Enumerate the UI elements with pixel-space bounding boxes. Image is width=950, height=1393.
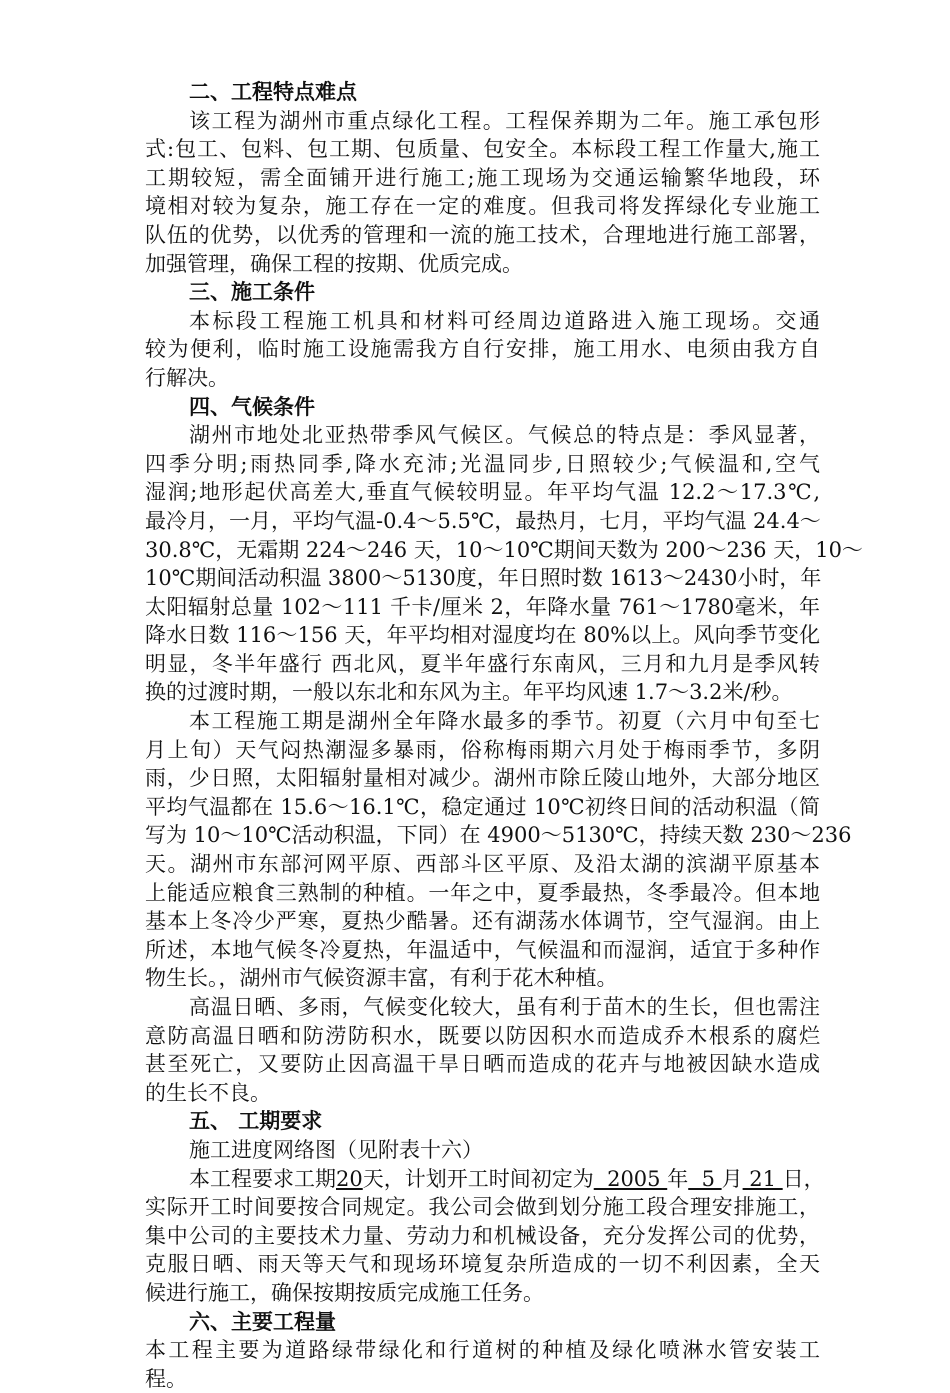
paragraph-line: 物生长。，湖州市气候资源丰富，有利于花木种植。 bbox=[145, 966, 618, 991]
paragraph-line: 湿润;地形起伏高差大,垂直气候较明显。年平均气温 12.2～17.3℃, bbox=[145, 480, 820, 505]
paragraph-line: 太阳辐射总量 102～111 千卡/厘米 2，年降水量 761～1780毫米，年 bbox=[145, 594, 820, 619]
paragraph-line: 所述，本地气候冬冷夏热，年温适中，气候温和而湿润，适宜于多种作 bbox=[145, 937, 820, 962]
paragraph-line: 30.8℃，无霜期 224～246 天，10～10℃期间天数为 200～236 天，10～ bbox=[145, 537, 863, 562]
section-heading: 四、气候条件 bbox=[189, 393, 315, 419]
paragraph-line: 本工程主要为道路绿带绿化和行道树的种植及绿化喷淋水管安装工 bbox=[145, 1338, 820, 1363]
start-month: 5 bbox=[688, 1166, 722, 1191]
paragraph-line: 工期较短，需全面铺开进行施工;施工现场为交通运输繁华地段，环 bbox=[145, 165, 820, 190]
paragraph-line: 平均气温都在 15.6～16.1℃，稳定通过 10℃初终日间的活动积温（简 bbox=[145, 794, 820, 819]
paragraph-line: 最冷月，一月，平均气温-0.4～5.5℃，最热月，七月，平均气温 24.4～ bbox=[145, 508, 821, 533]
paragraph-line: 队伍的优势，以优秀的管理和一流的施工技术，合理地进行施工部署， bbox=[145, 222, 820, 247]
paragraph-line: 较为便利，临时施工设施需我方自行安排，施工用水、电须由我方自 bbox=[145, 337, 820, 362]
document-page bbox=[145, 78, 863, 1393]
start-day: 21 bbox=[742, 1166, 783, 1191]
paragraph-line: 写为 10～10℃活动积温，下同）在 4900～5130℃，持续天数 230～236 bbox=[145, 823, 852, 848]
paragraph-line: 的生长不良。 bbox=[145, 1080, 271, 1105]
paragraph-line: 10℃期间活动积温 3800～5130度，年日照时数 1613～2430小时，年 bbox=[145, 566, 822, 591]
paragraph-line: 雨，少日照，太阳辐射量相对减少。湖州市除丘陵山地外，大部分地区 bbox=[145, 766, 820, 791]
schedule-text: 天，计划开工时间初定为 bbox=[362, 1166, 594, 1191]
schedule-reference: 施工进度网络图（见附表十六） bbox=[189, 1137, 483, 1162]
paragraph-line: 本工程施工期是湖州全年降水最多的季节。初夏（六月中旬至七 bbox=[189, 709, 820, 734]
paragraph-line: 程。 bbox=[145, 1366, 187, 1391]
paragraph-line: 明显，冬半年盛行 西北风，夏半年盛行东南风，三月和九月是季风转 bbox=[145, 651, 820, 676]
start-year: 2005 bbox=[593, 1166, 668, 1191]
duration-days: 20 bbox=[336, 1166, 363, 1191]
schedule-text: 本工程要求工期 bbox=[189, 1166, 336, 1191]
paragraph-line: 实际开工时间要按合同规定。我公司会做到划分施工段合理安排施工， bbox=[145, 1195, 820, 1220]
paragraph-line: 该工程为湖州市重点绿化工程。工程保养期为二年。施工承包形 bbox=[189, 108, 820, 133]
paragraph-line: 降水日数 116～156 天，年平均相对湿度均在 80%以上。风向季节变化 bbox=[145, 623, 820, 648]
paragraph-line: 基本上冬冷少严寒，夏热少酷暑。还有湖荡水体调节，空气湿润。由上 bbox=[145, 909, 820, 934]
paragraph-line: 意防高温日晒和防涝防积水，既要以防因积水而造成乔木根系的腐烂 bbox=[145, 1023, 820, 1048]
paragraph-line: 换的过渡时期，一般以东北和东风为主。年平均风速 1.7～3.2米/秒。 bbox=[145, 680, 793, 705]
paragraph-line: 克服日晒、雨天等天气和现场环境复杂所造成的一切不利因素，全天 bbox=[145, 1252, 820, 1277]
paragraph-line: 集中公司的主要技术力量、劳动力和机械设备，充分发挥公司的优势， bbox=[145, 1223, 820, 1248]
paragraph-line: 月上旬）天气闷热潮湿多暴雨，俗称梅雨期六月处于梅雨季节，多阴 bbox=[145, 737, 820, 762]
month-unit: 月 bbox=[721, 1166, 743, 1191]
paragraph-line: 境相对较为复杂，施工存在一定的难度。但我司将发挥绿化专业施工 bbox=[145, 194, 820, 219]
paragraph-line: 四季分明;雨热同季,降水充沛;光温同步,日照较少;气候温和,空气 bbox=[145, 451, 820, 476]
section-heading: 二、工程特点难点 bbox=[189, 79, 357, 104]
paragraph-line: 天。湖州市东部河网平原、西部斗区平原、及沿太湖的滨湖平原基本 bbox=[145, 852, 820, 877]
paragraph-line: 式:包工、包料、包工期、包质量、包安全。本标段工程工作量大,施工 bbox=[145, 137, 820, 162]
paragraph-line: 湖州市地处北亚热带季风气候区。气候总的特点是：季风显著， bbox=[189, 423, 820, 448]
day-unit: 日， bbox=[782, 1166, 825, 1191]
schedule-line bbox=[145, 1165, 825, 1194]
paragraph-line: 候进行施工，确保按期按质完成施工任务。 bbox=[145, 1280, 544, 1305]
paragraph-line: 高温日晒、多雨，气候变化较大，虽有利于苗木的生长，但也需注 bbox=[189, 995, 820, 1019]
year-unit: 年 bbox=[667, 1166, 689, 1191]
paragraph-line: 本标段工程施工机具和材料可经周边道路进入施工现场。交通 bbox=[189, 308, 820, 333]
paragraph-line: 上能适应粮食三熟制的种植。一年之中，夏季最热，冬季最冷。但本地 bbox=[145, 880, 820, 905]
paragraph-line: 加强管理，确保工程的按期、优质完成。 bbox=[145, 251, 523, 276]
paragraph-line: 甚至死亡，又要防止因高温干旱日晒而造成的花卉与地被因缺水造成 bbox=[145, 1052, 820, 1077]
section-heading: 三、施工条件 bbox=[189, 279, 315, 305]
section-heading: 六、主要工程量 bbox=[189, 1308, 336, 1334]
paragraph-line: 行解决。 bbox=[145, 365, 229, 390]
section-heading: 五、 工期要求 bbox=[189, 1108, 323, 1134]
